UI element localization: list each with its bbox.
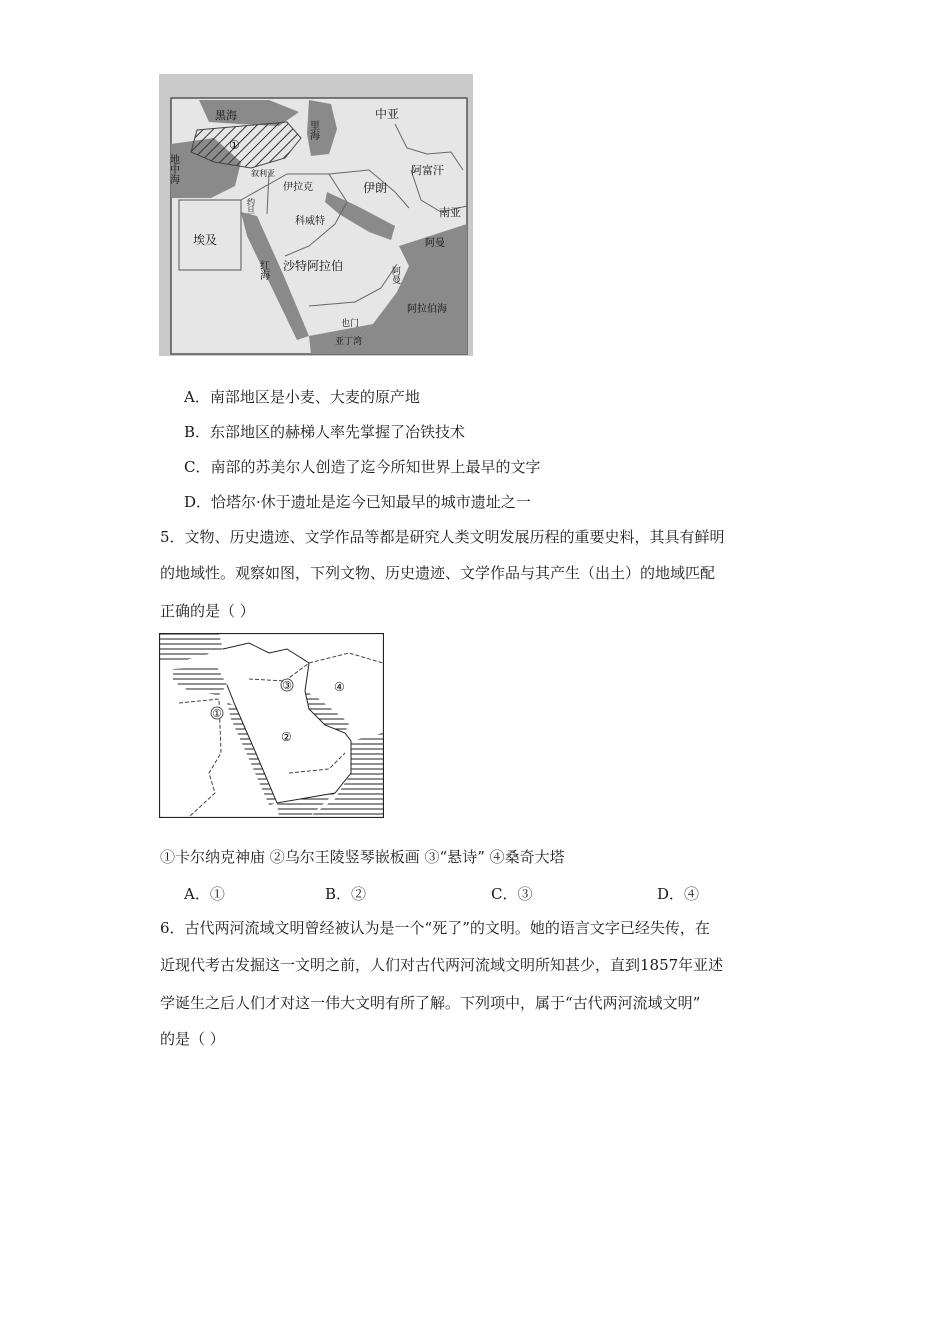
label-black-sea: 黑海 [215,109,237,122]
label-saudi-arabia: 沙特阿拉伯 [283,259,344,273]
q4-option-c: C．南部的苏美尔人创造了迄今所知世界上最早的文字 [184,458,541,476]
question5-map [159,633,384,818]
label-south-asia: 南亚 [439,206,461,219]
label-red-sea: 红海 [257,260,269,280]
q5-choice-b: B．② [325,885,367,903]
map2-label-1: ① [212,707,222,720]
label-oman-inland: 阿曼 [390,266,400,284]
label-syria: 叙利亚 [251,169,275,178]
label-gulf-of-aden: 亚丁湾 [335,337,363,347]
q5-text-line-2: 的地域性。观察如图，下列文物、历史遗迹、文学作品与其产生（出土）的地域匹配 [160,564,716,582]
q6-text-line-4: 的是（ ） [160,1030,225,1048]
label-jordan: 约旦 [246,198,256,214]
q5-items: ①卡尔纳克神庙 ②乌尔王陵竖琴嵌板画 ③“悬诗” ④桑奇大塔 [160,848,565,866]
q5-choice-a: A．① [184,885,225,903]
q4-option-d: D．恰塔尔·休于遗址是迄今已知最早的城市遗址之一 [184,493,531,511]
q5-choice-c: C．③ [491,885,533,903]
label-afghanistan: 阿富汗 [411,164,444,177]
q4-option-a: A．南部地区是小麦、大麦的原产地 [184,388,420,406]
label-mediterranean: 地中海 [167,154,179,184]
map2-label-2: ② [281,730,292,744]
label-circle-1: ① [229,138,240,152]
q5-text-line-1: 5．文物、历史遗迹、文学作品等都是研究人类文明发展历程的重要史料，其具有鲜明 [160,528,725,546]
label-oman: 阿曼 [425,238,445,249]
q6-text-line-3: 学诞生之后人们才对这一伟大文明有所了解。下列项中，属于“古代两河流域文明” [160,994,701,1012]
q5-text-line-3: 正确的是（ ） [160,602,255,620]
map2-label-3: ③ [282,679,292,692]
label-yemen: 也门 [341,319,360,329]
label-iran: 伊朗 [363,181,388,195]
q4-option-b: B．东部地区的赫梯人率先掌握了冶铁技术 [184,423,466,441]
label-kuwait: 科威特 [295,216,325,227]
middle-east-map [159,74,473,356]
label-central-asia: 中亚 [375,107,400,121]
q5-choice-d: D．④ [657,885,700,903]
label-caspian: 里海 [307,120,319,140]
q6-text-line-2: 近现代考古发掘这一文明之前，人们对古代两河流域文明所知甚少，直到1857年亚述 [160,956,724,974]
label-egypt: 埃及 [193,233,218,247]
map2-label-4: ④ [334,680,345,694]
label-arabian-sea: 阿拉伯海 [407,304,447,315]
label-iraq: 伊拉克 [283,182,313,193]
q6-text-line-1: 6．古代两河流域文明曾经被认为是一个“死了”的文明。她的语言文字已经失传，在 [160,919,710,937]
